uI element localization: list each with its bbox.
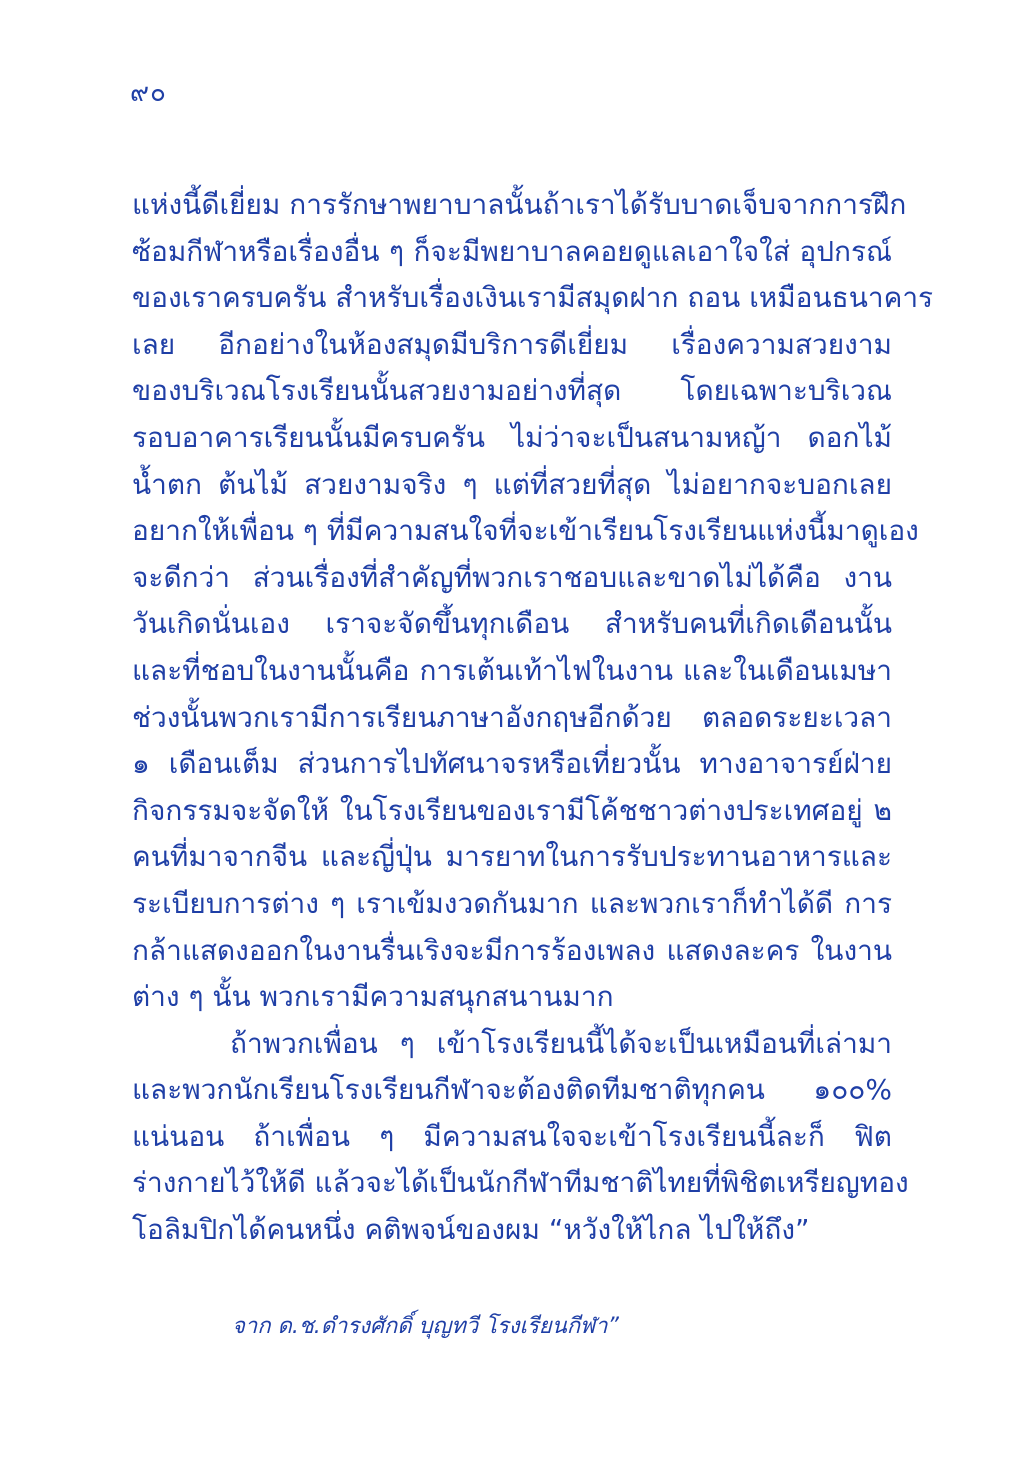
- text-line: ระเบียบการต่าง ๆ เราเข้มงวดกันมาก และพวกเราก็ทำได้ดี การ: [132, 886, 892, 920]
- text-line: ของเราครบครัน สำหรับเรื่องเงินเรามีสมุดฝาก ถอน เหมือนธนาคาร: [132, 281, 934, 315]
- page-number: ๙๐: [130, 78, 167, 108]
- text-line: แน่นอน ถ้าเพื่อน ๆ มีความสนใจจะเข้าโรงเรียนนี้ละก็ ฟิต: [132, 1119, 892, 1153]
- text-line: อยากให้เพื่อน ๆ ที่มีความสนใจที่จะเข้าเรียนโรงเรียนแห่งนี้มาดูเอง: [132, 514, 919, 548]
- text-line: และพวกนักเรียนโรงเรียนกีฬาจะต้องติดทีมชาติทุกคน ๑๐๐%: [132, 1073, 892, 1107]
- text-line: กล้าแสดงออกในงานรื่นเริงจะมีการร้องเพลง แสดงละคร ในงาน: [132, 933, 892, 967]
- text-line: แห่งนี้ดีเยี่ยม การรักษาพยาบาลนั้นถ้าเราได้รับบาดเจ็บจากการฝึก: [132, 188, 907, 221]
- text-line: ซ้อมกีฬาหรือเรื่องอื่น ๆ ก็จะมีพยาบาลคอยดูแลเอาใจใส่ อุปกรณ์: [132, 234, 892, 268]
- text-line: เลย อีกอย่างในห้องสมุดมีบริการดีเยี่ยม เรื่องความสวยงาม: [132, 327, 892, 361]
- paragraph-end-line: ต่าง ๆ นั้น พวกเรามีความสนุกสนานมาก: [132, 980, 614, 1014]
- text-line: น้ำตก ต้นไม้ สวยงามจริง ๆ แต่ที่สวยที่สุด ไม่อยากจะบอกเลย: [132, 467, 892, 501]
- text-line: และที่ชอบในงานนั้นคือ การเต้นเท้าไฟในงาน และในเดือนเมษา: [132, 653, 892, 687]
- text-line: คนที่มาจากจีน และญี่ปุ่น มารยาทในการรับประทานอาหารและ: [132, 840, 892, 874]
- text-line: ช่วงนั้นพวกเรามีการเรียนภาษาอังกฤษอีกด้วย ตลอดระยะเวลา: [132, 700, 892, 734]
- body-text: [132, 182, 934, 1254]
- text-line: รอบอาคารเรียนนั้นมีครบครัน ไม่ว่าจะเป็นสนามหญ้า ดอกไม้: [132, 420, 892, 454]
- closing-motto-line: โอลิมปิกได้คนหนึ่ง คติพจน์ของผม “หวังให้ไกล ไปให้ถึง”: [132, 1213, 810, 1247]
- text-line: ร่างกายไว้ให้ดี แล้วจะได้เป็นนักกีฬาทีมชาติไทยที่พิชิตเหรียญทอง: [132, 1166, 909, 1200]
- text-line: ของบริเวณโรงเรียนนั้นสวยงามอย่างที่สุด โดยเฉพาะบริเวณ: [132, 374, 892, 408]
- text-line: ๑ เดือนเต็ม ส่วนการไปทัศนาจรหรือเที่ยวนั้น ทางอาจารย์ฝ่าย: [132, 747, 892, 781]
- text-line: จะดีกว่า ส่วนเรื่องที่สำคัญที่พวกเราชอบและขาดไม่ได้คือ งาน: [132, 560, 892, 594]
- paragraph-start-line: ถ้าพวกเพื่อน ๆ เข้าโรงเรียนนี้ได้จะเป็นเหมือนที่เล่ามา: [230, 1026, 892, 1060]
- text-line: วันเกิดนั่นเอง เราจะจัดขึ้นทุกเดือน สำหรับคนที่เกิดเดือนนั้น: [132, 607, 892, 641]
- author-attribution: จาก ด.ช.ดำรงศักดิ์ บุญทวี โรงเรียนกีฬา”: [232, 1314, 619, 1339]
- text-line: กิจกรรมจะจัดให้ ในโรงเรียนของเรามีโค้ชชาวต่างประเทศอยู่ ๒: [132, 793, 892, 827]
